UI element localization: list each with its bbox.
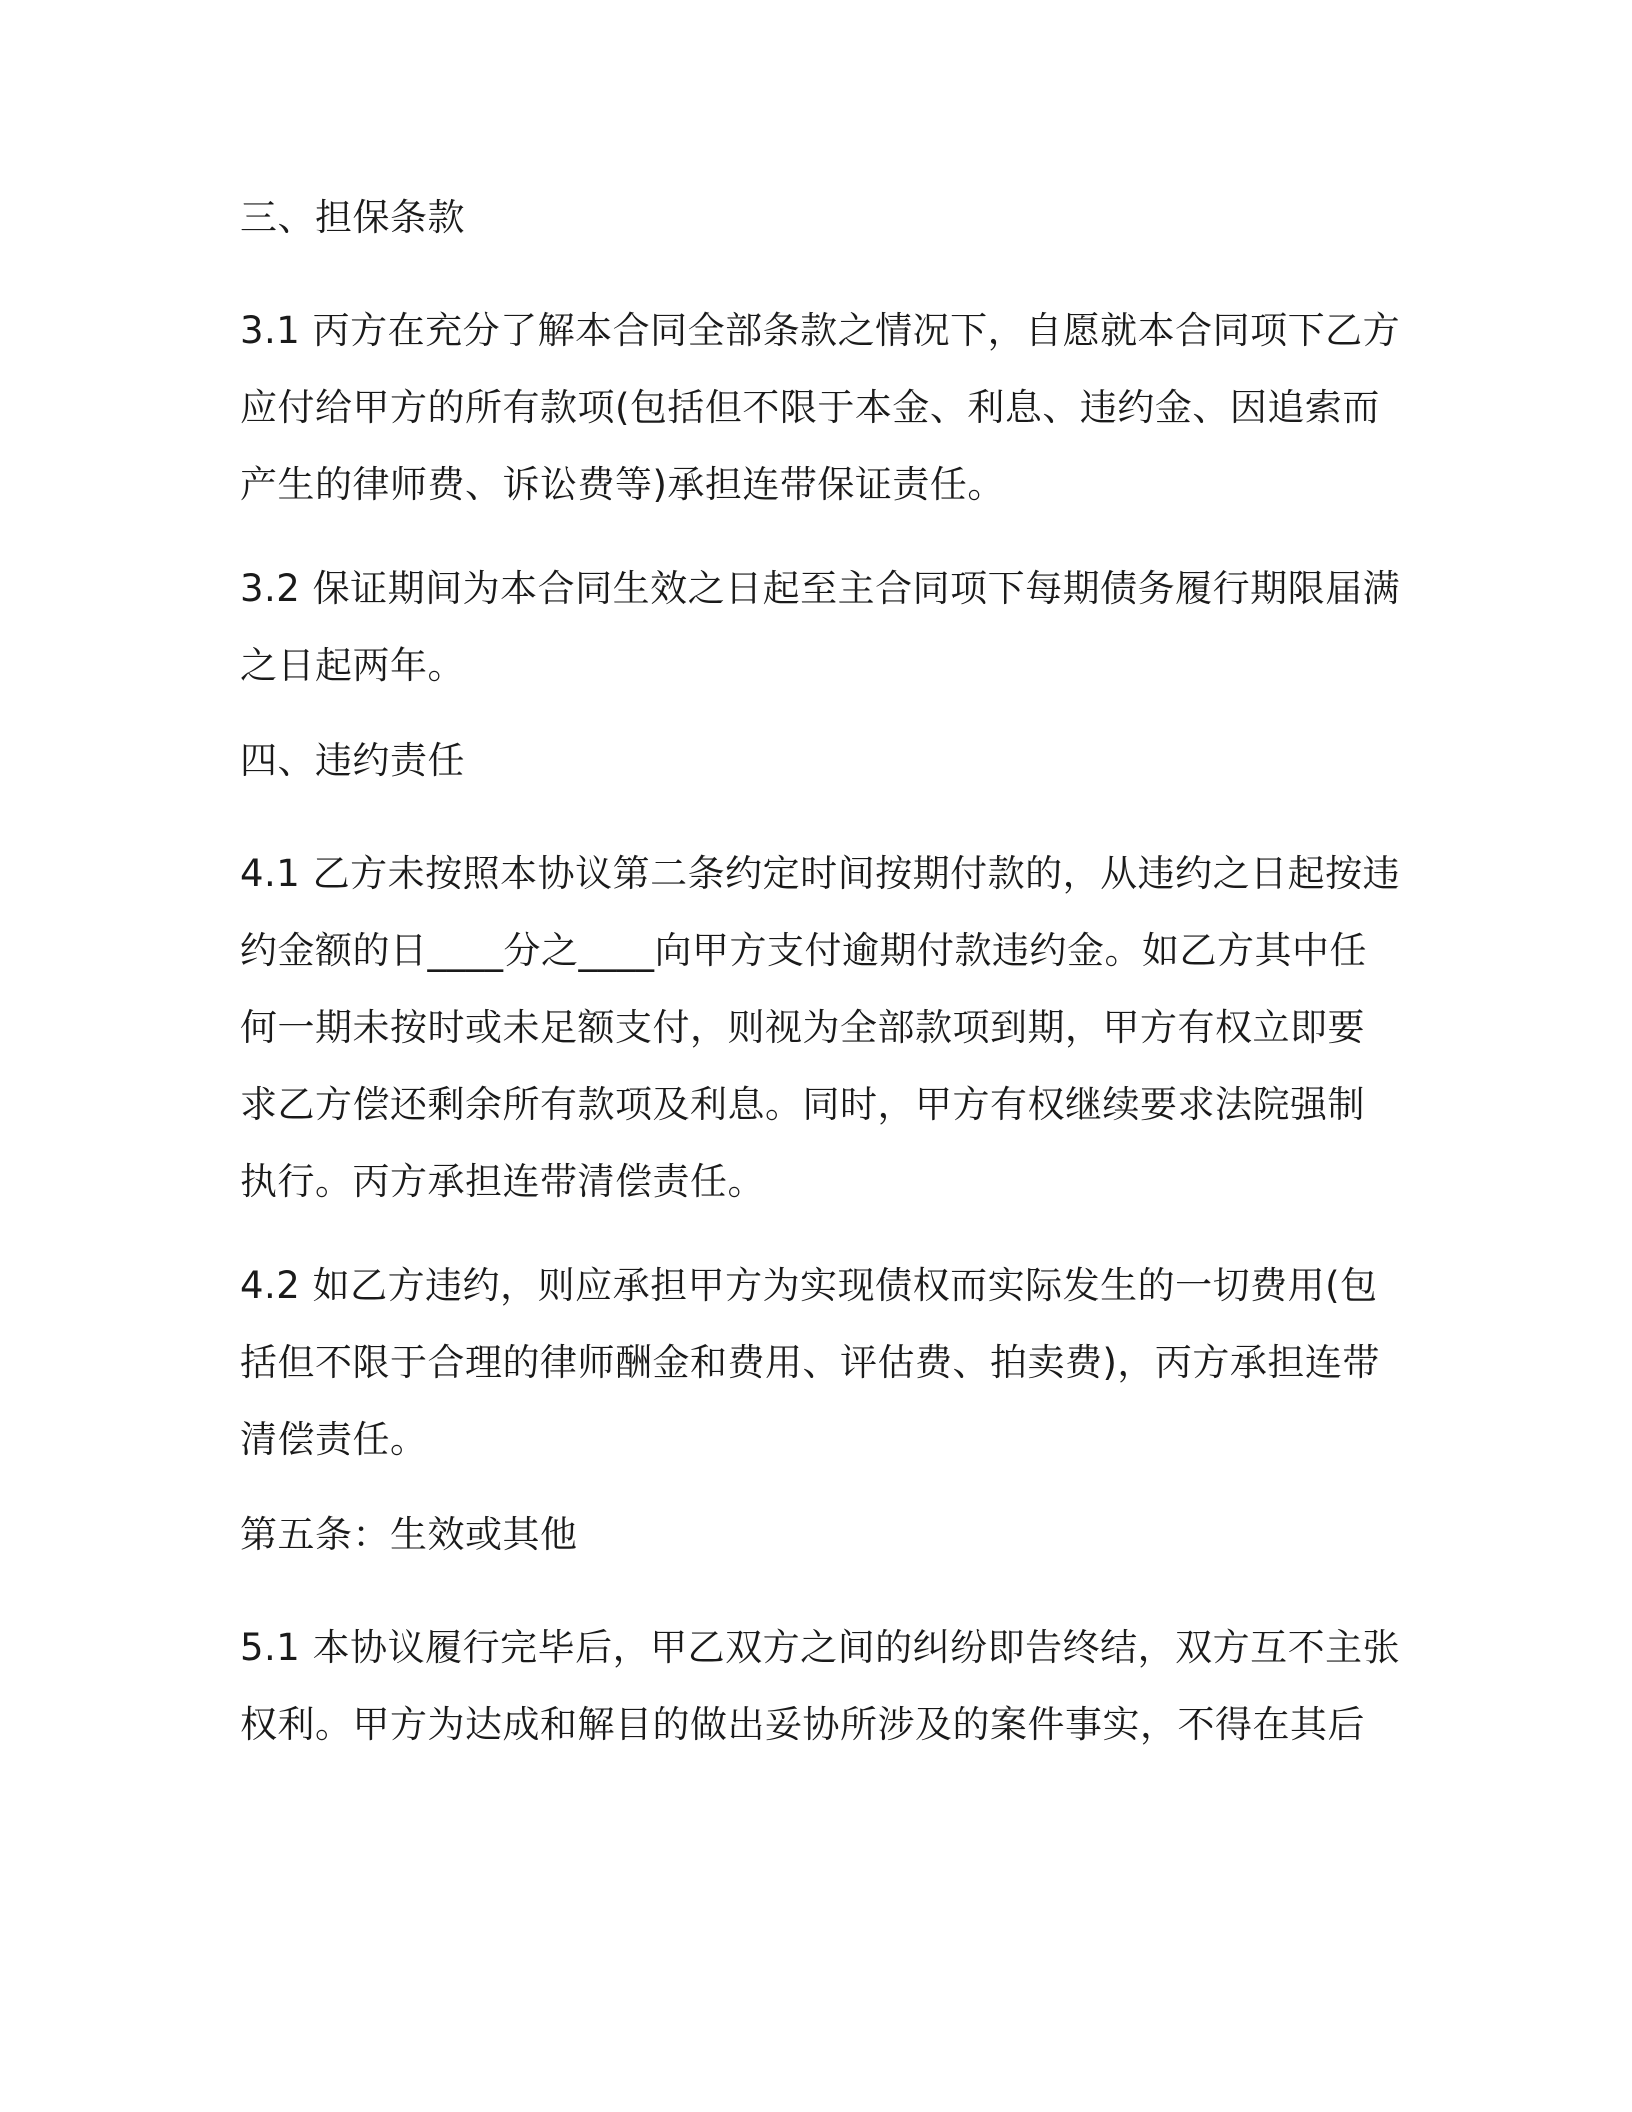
clause-5-1-line: 权利。甲方为达成和解目的做出妥协所涉及的案件事实，不得在其后 (240, 1703, 1365, 1746)
clause-4-1-line: 何一期未按时或未足额支付，则视为全部款项到期，甲方有权立即要 (240, 1006, 1365, 1049)
clause-4-2-line: 清偿责任。 (240, 1418, 428, 1461)
clause-3-2 (240, 550, 1401, 704)
clause-4-1 (240, 835, 1401, 1220)
section-4-title: 四、违约责任 (240, 739, 465, 782)
section-3-title: 三、担保条款 (240, 196, 465, 239)
clause-4-1-line: 4.1 乙方未按照本协议第二条约定时间按期付款的，从违约之日起按违 (240, 852, 1401, 895)
section-5-title: 第五条：生效或其他 (240, 1513, 578, 1556)
clause-3-1 (240, 292, 1401, 523)
clause-5-1 (240, 1609, 1401, 1763)
clause-3-1-line: 应付给甲方的所有款项(包括但不限于本金、利息、违约金、因追索而 (240, 386, 1380, 429)
clause-3-2-line: 3.2 保证期间为本合同生效之日起至主合同项下每期债务履行期限届满 (240, 567, 1401, 610)
clause-4-1-line: 求乙方偿还剩余所有款项及利息。同时，甲方有权继续要求法院强制 (240, 1083, 1365, 1126)
clause-5-1-line: 5.1 本协议履行完毕后，甲乙双方之间的纠纷即告终结，双方互不主张 (240, 1626, 1401, 1669)
clause-3-1-line: 产生的律师费、诉讼费等)承担连带保证责任。 (240, 463, 1005, 506)
clause-4-2-line: 4.2 如乙方违约，则应承担甲方为实现债权而实际发生的一切费用(包 (240, 1264, 1378, 1307)
clause-4-1-line: 约金额的日____分之____向甲方支付逾期付款违约金。如乙方其中任 (240, 929, 1367, 972)
clause-4-2 (240, 1247, 1390, 1478)
document-body (240, 188, 1401, 1790)
clause-4-2-line: 括但不限于合理的律师酬金和费用、评估费、拍卖费)，丙方承担连带 (240, 1341, 1380, 1384)
clause-3-2-line: 之日起两年。 (240, 644, 465, 687)
clause-4-1-line: 执行。丙方承担连带清偿责任。 (240, 1160, 765, 1203)
clause-3-1-line: 3.1 丙方在充分了解本合同全部条款之情况下，自愿就本合同项下乙方 (240, 309, 1401, 352)
